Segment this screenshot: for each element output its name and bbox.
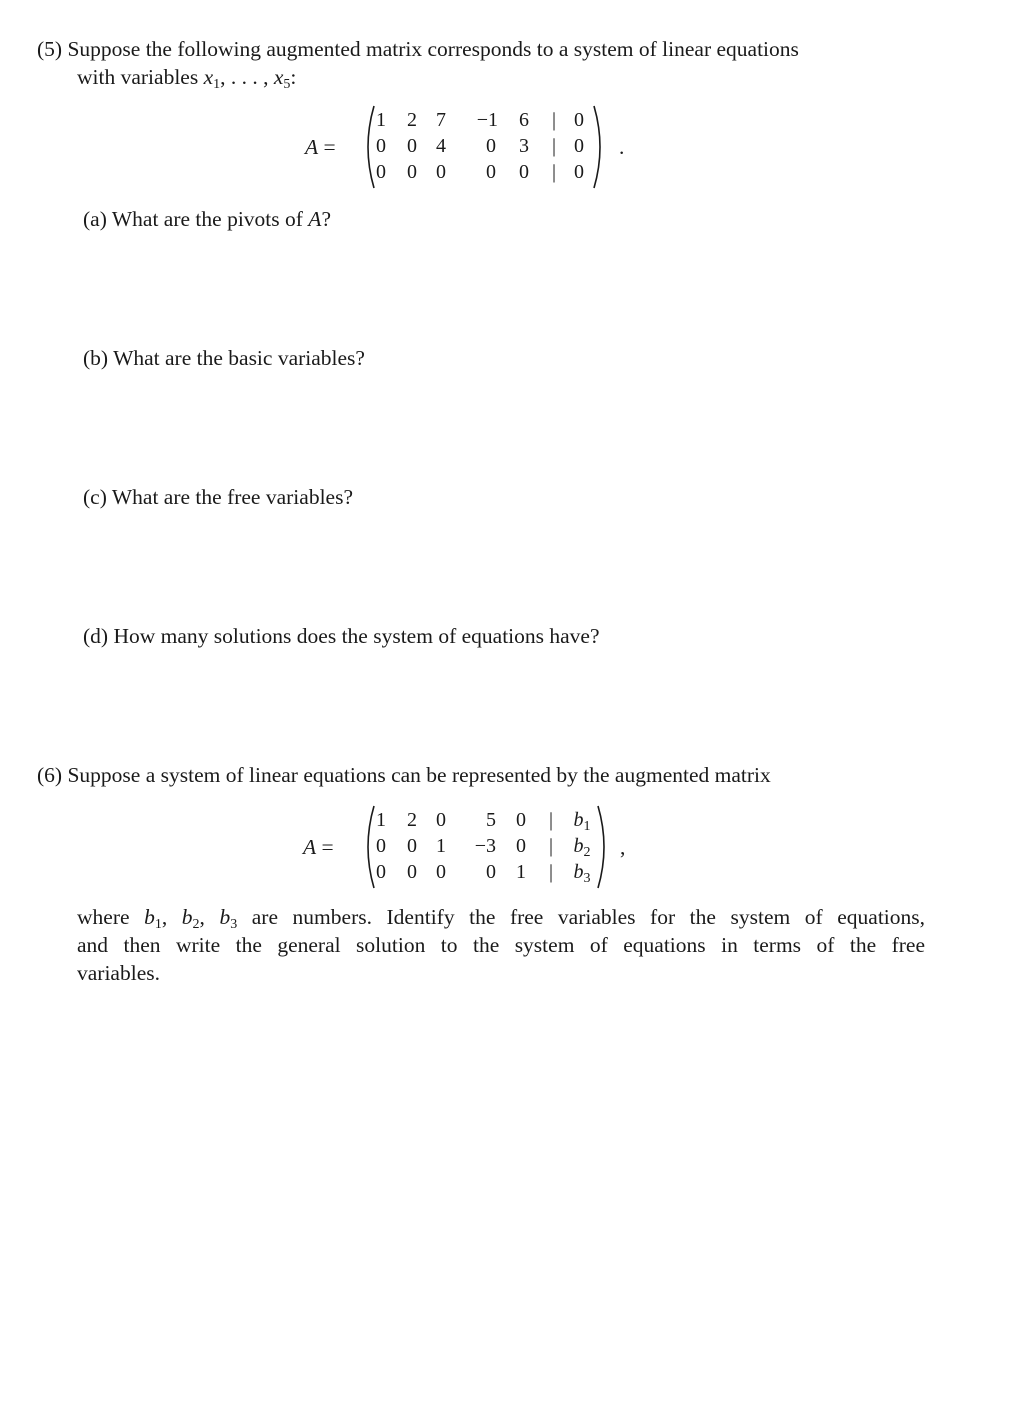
part-label: (b) <box>83 346 109 370</box>
q6-matrix-comma: , <box>620 835 626 859</box>
q5-part-b <box>83 344 365 372</box>
q6-cell: 0 <box>407 861 417 883</box>
q5-separator: | <box>551 109 556 131</box>
q5-matrix-label: A = <box>305 135 336 159</box>
q5-cell: −1 <box>476 109 498 131</box>
q6-cell: −3 <box>474 835 496 857</box>
var-A: A <box>308 207 322 231</box>
sub-2: 2 <box>192 917 200 932</box>
part-label: (d) <box>83 624 109 648</box>
q6-cell-b3: $b_3$ <box>573 861 591 886</box>
sub-1: 1 <box>154 917 162 932</box>
q6-cell: 5 <box>486 809 496 831</box>
var-x5: x <box>273 65 284 89</box>
q5-cell: 0 <box>407 135 417 157</box>
q5-cell: 0 <box>376 135 386 157</box>
q5-cell: 1 <box>376 109 386 131</box>
q6-number: (6) <box>37 763 63 787</box>
q6-where: where <box>77 905 145 929</box>
comma: , <box>199 905 220 929</box>
q6-cell: 0 <box>516 835 526 857</box>
q6-cell: 0 <box>376 835 386 857</box>
part-text: How many solutions does the system of equations have? <box>113 624 600 648</box>
q6-after-line2: and then write the general solution to the system of equations in terms of the free <box>77 933 925 957</box>
q6-cell: 0 <box>436 809 446 831</box>
q5-cell: 7 <box>436 109 446 131</box>
q5-cell: 0 <box>486 135 496 157</box>
q5-cell: 0 <box>519 161 529 183</box>
q5-number: (5) <box>37 37 63 61</box>
part-text: What are the basic variables? <box>113 346 365 370</box>
q6-separator: | <box>548 835 553 857</box>
q5-cell: 0 <box>574 161 584 183</box>
q6-cell: 1 <box>376 809 386 831</box>
q5-intro-text-1: Suppose the following augmented matrix corresponds to a system of linear equations <box>67 37 799 61</box>
var-b2: b <box>181 905 193 929</box>
q6-cell: 0 <box>436 861 446 883</box>
q5-separator: | <box>551 135 556 157</box>
q6-cell: 0 <box>407 835 417 857</box>
q5-matrix-period: . <box>619 135 625 159</box>
var-b1: b <box>144 905 155 929</box>
part-label: (a) <box>83 207 107 231</box>
q5-part-c <box>83 483 353 511</box>
q6-intro <box>37 761 771 789</box>
sub-1: 1 <box>213 77 221 92</box>
q5-part-a <box>83 205 331 233</box>
q5-separator: | <box>551 161 556 183</box>
q6-after-text-1: are numbers. Identify the free variables for the system of equations, <box>237 905 926 929</box>
q6-cell: 0 <box>486 861 496 883</box>
q6-cell-b2: $b_2$ <box>573 835 591 860</box>
q5-cell: 0 <box>486 161 496 183</box>
sub-5: 5 <box>283 77 291 92</box>
q5-intro-line2 <box>77 63 296 91</box>
q6-after-line1 <box>77 903 925 931</box>
q6-cell: 0 <box>516 809 526 831</box>
q6-cell: 1 <box>516 861 526 883</box>
q6-cell: 1 <box>436 835 446 857</box>
comma: , <box>161 905 182 929</box>
q5-intro-line1 <box>37 35 799 63</box>
q6-cell-b1: $b_1$ <box>573 809 591 834</box>
q5-cell: 6 <box>519 109 529 131</box>
q5-part-d <box>83 622 600 650</box>
q5-intro-colon: : <box>290 65 297 89</box>
q5-cell: 0 <box>376 161 386 183</box>
q6-after-line3: variables. <box>77 961 160 985</box>
q5-cell: 0 <box>436 161 446 183</box>
q5-cell: 0 <box>407 161 417 183</box>
q5-cell: 0 <box>574 109 584 131</box>
var-b3: b <box>219 905 231 929</box>
sub-3: 3 <box>230 917 238 932</box>
q5-cell: 2 <box>407 109 417 131</box>
q5-cell: 0 <box>574 135 584 157</box>
q6-separator: | <box>548 809 553 831</box>
q5-cell: 3 <box>519 135 529 157</box>
q6-intro-text: Suppose a system of linear equations can be represented by the augmented matrix <box>67 763 771 787</box>
var-x1: x <box>203 65 214 89</box>
q6-cell: 0 <box>376 861 386 883</box>
q6-matrix-label: A = <box>303 835 334 859</box>
q6-separator: | <box>548 861 553 883</box>
part-tail: ? <box>321 207 331 231</box>
q6-cell: 2 <box>407 809 417 831</box>
q5-intro-ellipsis: , . . . , <box>220 65 274 89</box>
q5-intro-prefix: with variables <box>77 65 204 89</box>
part-label: (c) <box>83 485 107 509</box>
part-text: What are the free variables? <box>111 485 353 509</box>
q5-cell: 4 <box>436 135 446 157</box>
part-text: What are the pivots of <box>111 207 309 231</box>
